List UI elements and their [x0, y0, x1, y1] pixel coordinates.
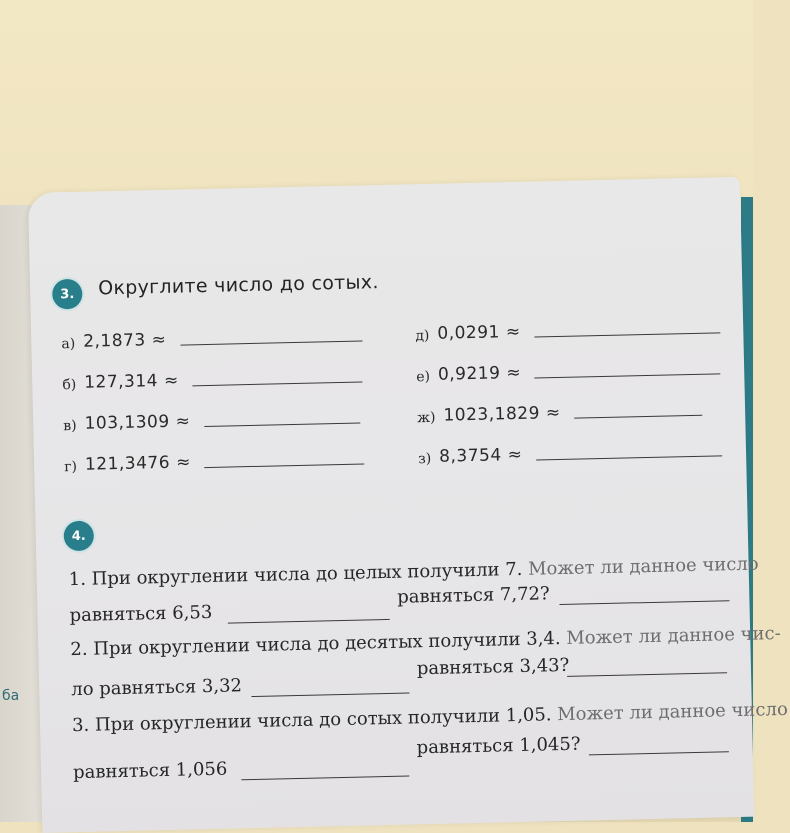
task-3-item-v	[63, 408, 360, 435]
task-4-q1-line2a: равняться 6,53	[69, 601, 213, 627]
task-4-q2-line2b: равняться 3,43?	[416, 654, 570, 680]
task-4-q3-blank-b[interactable]	[589, 750, 729, 755]
task-3-title: Округлите число до сотых.	[97, 271, 379, 300]
task-3-item-d	[415, 317, 720, 344]
q2-text: 2. При округлении числа до десятых получили 3,4.	[70, 627, 567, 661]
approx-sign: ≈	[175, 411, 191, 432]
item-value: 0,0291	[437, 322, 501, 344]
answer-blank[interactable]	[204, 422, 360, 428]
task-4-q1-blank-a[interactable]	[228, 618, 390, 624]
approx-sign: ≈	[506, 362, 521, 384]
q3-text: 3. При округлении числа до сотых получили 1,05.	[71, 704, 558, 737]
item-value: 103,1309	[84, 411, 170, 434]
task-3-item-a	[61, 325, 362, 352]
item-letter: е)	[416, 368, 431, 386]
approx-sign: ≈	[151, 329, 167, 351]
task-4-q1-blank-b[interactable]	[559, 599, 729, 605]
approx-sign: ≈	[545, 402, 561, 424]
item-letter: г)	[64, 458, 78, 476]
task-4-q3-blank-a[interactable]	[241, 774, 409, 780]
task-3-item-b	[62, 366, 362, 393]
item-letter: а)	[61, 335, 76, 353]
task-3-item-z	[418, 440, 722, 467]
item-value: 8,3754	[438, 445, 502, 467]
answer-blank[interactable]	[192, 380, 362, 386]
item-letter: б)	[62, 376, 77, 394]
approx-sign: ≈	[163, 370, 179, 391]
task-4-badge: 4.	[63, 521, 94, 552]
approx-sign: ≈	[507, 444, 523, 466]
item-value: 127,314	[83, 371, 159, 393]
answer-blank[interactable]	[536, 454, 722, 460]
approx-sign: ≈	[175, 452, 191, 473]
answer-blank[interactable]	[535, 372, 721, 378]
approx-sign: ≈	[505, 321, 521, 343]
task-4-q3-line2a: равняться 1,056	[72, 758, 228, 784]
answer-blank[interactable]	[180, 339, 362, 345]
item-letter: ж)	[417, 409, 436, 427]
q2-text-faded: Может ли данное чис-	[566, 623, 781, 649]
answer-blank[interactable]	[574, 414, 702, 419]
answer-blank[interactable]	[534, 331, 720, 337]
task-4-q2-line2a: ло равняться 3,32	[71, 675, 243, 701]
task-4-q1-line1	[69, 554, 759, 591]
answer-blank[interactable]	[204, 462, 364, 468]
q3-text-faded: Может ли данное число	[557, 698, 789, 726]
task-4-q3-line1	[72, 699, 788, 736]
item-value: 2,1873	[82, 330, 146, 352]
q1-text: 1. При округлении числа до целых получили 7.	[68, 558, 529, 591]
item-value: 0,9219	[437, 363, 501, 385]
task-4-q2-blank-a[interactable]	[251, 691, 409, 697]
task-3-item-g	[64, 448, 365, 475]
workbook-page	[28, 177, 789, 833]
task-3-item-e	[416, 358, 721, 385]
task-4-q3-line2b: равняться 1,045?	[416, 733, 581, 759]
task-4-q2-blank-b[interactable]	[567, 671, 727, 677]
item-value: 121,3476	[84, 452, 171, 475]
task-4-q2-line1	[70, 623, 781, 660]
item-letter: з)	[417, 450, 432, 468]
task-3-badge: 3.	[52, 279, 83, 310]
item-letter: в)	[63, 417, 77, 435]
item-value: 1023,1829	[443, 403, 541, 426]
item-letter: д)	[415, 327, 430, 345]
q1-text-faded: Может ли данное число	[527, 553, 759, 580]
task-4-q1-line2b: равняться 7,72?	[397, 583, 550, 608]
task-3-item-zh	[417, 400, 702, 426]
margin-mark: ба	[2, 688, 20, 704]
